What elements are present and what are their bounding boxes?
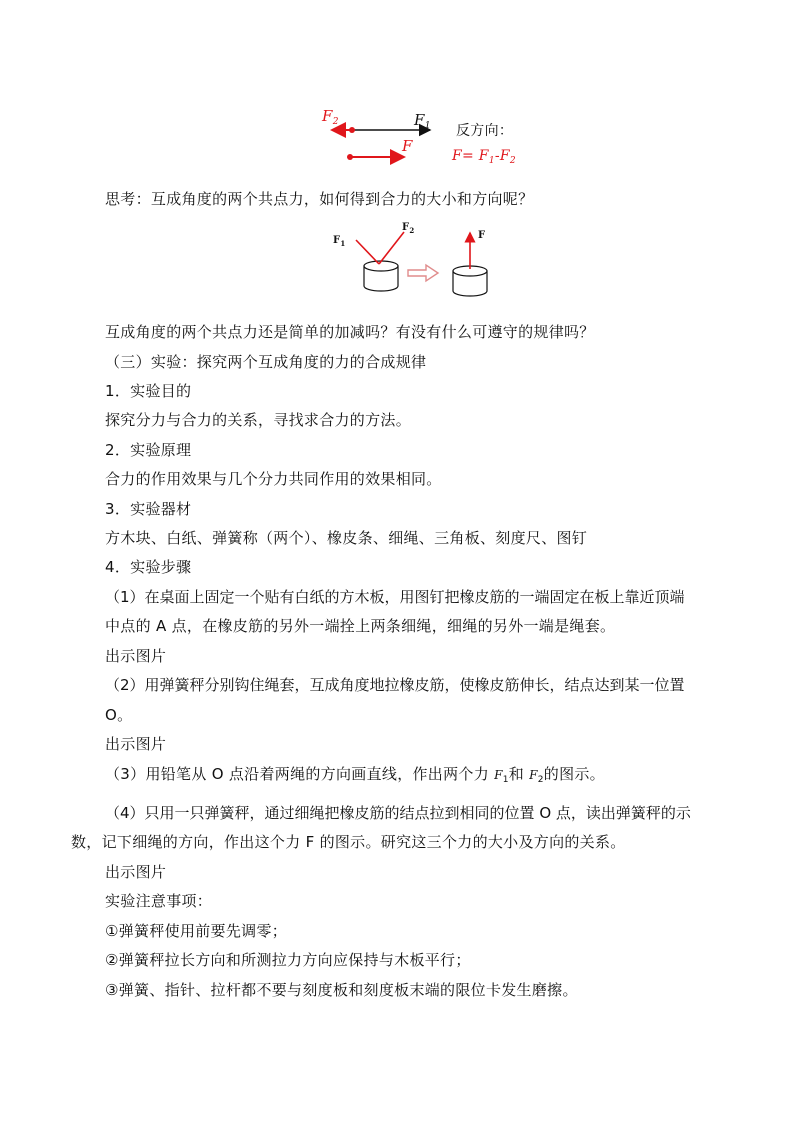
f1-rope — [356, 240, 379, 264]
fig2-f1-label: $F_1$ — [333, 235, 346, 248]
f1-label: $F_1$ — [414, 111, 431, 131]
think-question: 思考：互成角度的两个共点力，如何得到合力的大小和方向呢？ — [105, 190, 534, 208]
note-1: ①弹簧秤使用前要先调零； — [105, 922, 288, 940]
show-picture-2: 出示图片 — [105, 735, 167, 753]
step-2-line-1: （2）用弹簧秤分别钩住绳套，互成角度地拉橡皮筋，使橡皮筋伸长，结点达到某一位置 — [105, 676, 685, 694]
paragraph-3: 方木块、白纸、弹簧称（两个）、橡皮条、细绳、三角板、刻度尺、图钉 — [105, 529, 588, 547]
show-picture-3: 出示图片 — [105, 863, 167, 881]
paragraph-1: 探究分力与合力的关系，寻找求合力的方法。 — [105, 411, 412, 429]
notes-title: 实验注意事项： — [105, 892, 213, 910]
opposite-direction-label: 反方向： — [456, 123, 514, 139]
paragraph-2: 合力的作用效果与几个分力共同作用的效果相同。 — [105, 470, 442, 488]
heading-3: 3．实验器材 — [105, 500, 192, 518]
question-2: 互成角度的两个共点力还是简单的加减吗？有没有什么可遵守的规律吗？ — [105, 323, 595, 341]
resultant-label: F — [402, 137, 413, 155]
section-3-heading: （三）实验：探究两个互成角度的力的合成规律 — [105, 353, 427, 371]
step-1-line-2: 中点的 A 点，在橡皮筋的另外一端拴上两条细绳，细绳的另外一端是绳套。 — [105, 617, 616, 635]
note-2: ②弹簧秤拉长方向和所测拉力方向应保持与木板平行； — [105, 951, 471, 969]
show-picture-1: 出示图片 — [105, 647, 167, 665]
step-4-line-2: 数，记下细绳的方向，作出这个力 F 的图示。研究这三个力的大小及方向的关系。 — [71, 833, 626, 851]
step-2-line-2: O。 — [105, 706, 133, 724]
step-4-line-1: （4）只用一只弹簧秤，通过细绳把橡皮筋的结点拉到相同的位置 O 点，读出弹簧秤的示 — [105, 804, 691, 822]
figure-angled-forces — [330, 218, 500, 300]
f2-label: $F_2$ — [322, 107, 339, 127]
f2-rope — [379, 232, 404, 264]
note-3: ③弹簧、指针、拉杆都不要与刻度板和刻度板末端的限位卡发生磨擦。 — [105, 981, 578, 999]
heading-1: 1．实验目的 — [105, 382, 192, 400]
fig2-f2-label: $F_2$ — [402, 222, 415, 235]
f-origin-point — [349, 127, 355, 133]
resultant-origin-point — [347, 154, 353, 160]
heading-4: 4．实验步骤 — [105, 558, 192, 576]
right-cylinder — [453, 266, 487, 296]
left-cylinder — [364, 261, 398, 291]
step-3: （3）用铅笔从 O 点沿着两绳的方向画直线，作出两个力 $F_1$和 $F_2$的图示。 — [105, 765, 605, 785]
heading-2: 2．实验原理 — [105, 441, 192, 459]
resultant-formula: $F= F_1-F_2$ — [452, 148, 516, 166]
transform-arrow-icon — [408, 265, 438, 281]
fig2-f-label: F — [478, 230, 486, 241]
step-1-line-1: （1）在桌面上固定一个贴有白纸的方木板，用图钉把橡皮筋的一端固定在板上靠近顶端 — [105, 588, 685, 606]
